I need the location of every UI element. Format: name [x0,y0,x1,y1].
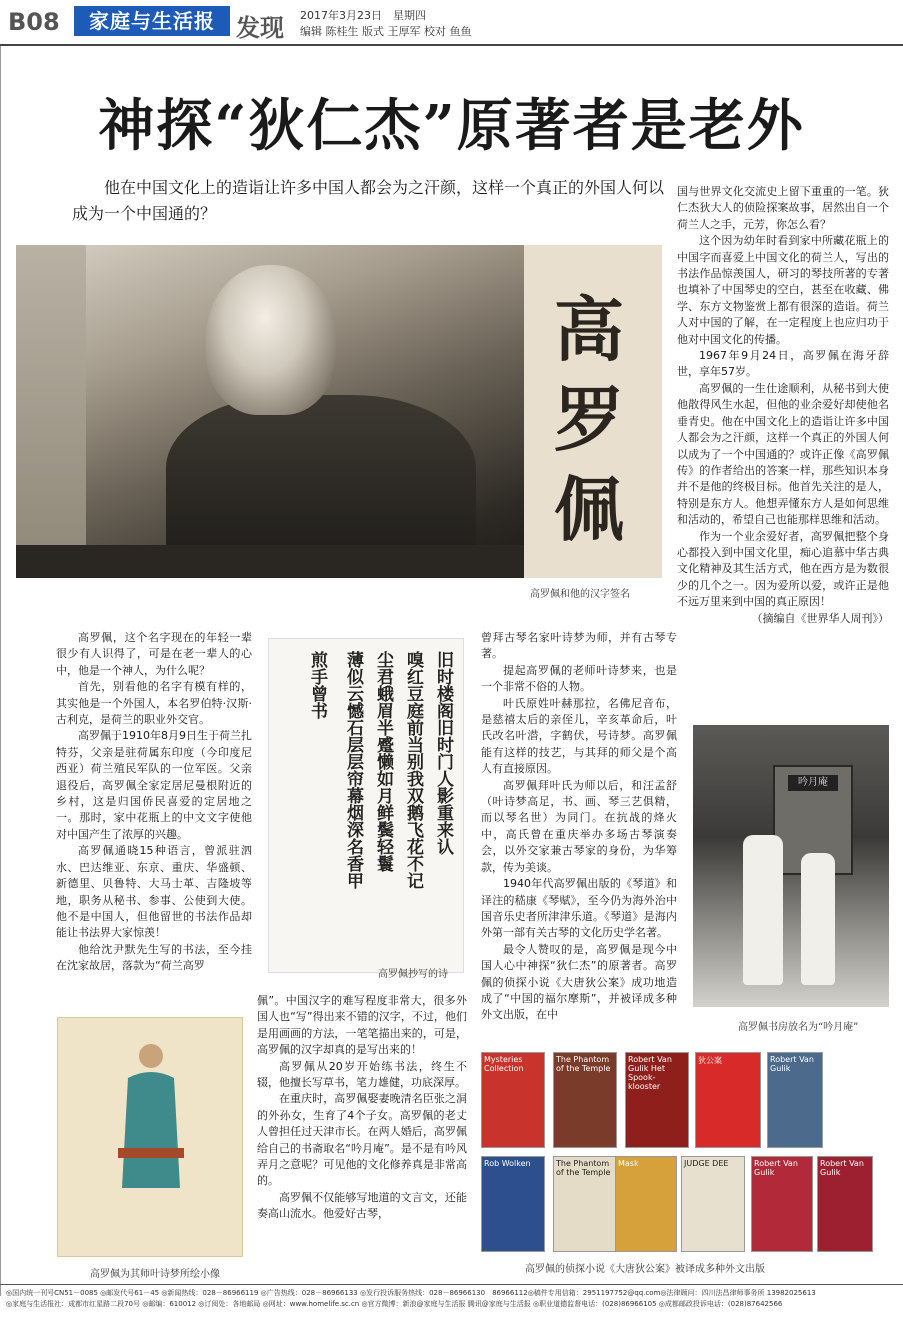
book-cover: The Phantom of the Temple [553,1052,617,1148]
paragraph: 高罗佩不仅能够写地道的文言文，还能奏高山流水。他爱好古琴， [257,1190,467,1221]
person-wife [801,853,835,985]
book-cover: Robert Van Gulik [751,1156,813,1252]
poem-line: 旧时楼阁旧时门人影重来认 [433,651,453,855]
section-title: 发现 [236,14,284,42]
lede: 他在中国文化上的造诣让许多中国人都会为之汗颜，这样一个真正的外国人何以成为一个中国通的？ [72,178,665,223]
page-number: B08 [8,8,60,36]
book-cover: Robert Van Gulik Het Spook-klooster [625,1052,689,1148]
continuation: 佩”。中国汉字的难写程度非常大，很多外国人也“写”得出来不错的汉字，不过，他们是用画画的方法，一笔笔描出来的，可是，高罗佩的汉字却真的是写出来的！ [257,994,467,1057]
paragraph: 在重庆时，高罗佩娶妻晚清名臣张之洞的外孙女，生育了4个子女。高罗佩的老丈人曾担任过天津市长。在两人婚后，高罗佩给自己的书斋取名“吟月庵”。是不是有吟风弄月之意呢？可见他的文化修养真是非常高的。 [257,1092,467,1188]
footer [6,1288,901,1310]
caption-couple: 高罗佩书房放名为“吟月庵” [738,1022,859,1033]
paragraph: 高罗佩从20岁开始练书法，终生不辍，他擅长写草书，笔力雄健，功底深厚。 [257,1059,467,1090]
book-cover: Robert Van Gulik [817,1156,873,1252]
book-cover: JUDGE DEE [681,1156,745,1252]
paragraph: 高罗佩于1910年8月9日生于荷兰扎特芬，父亲是驻荷属东印度（今印度尼西亚）荷兰殖民军队的一位军医。父亲退役后，高罗佩全家定居尼曼根附近的乡村，这是归国侨民喜爱的定居地之一。那时，家中花瓶上的中文文字使他对中国产生了浓厚的兴趣。 [56,729,252,841]
book-cover: The Phantom of the Temple [553,1156,617,1252]
headline: 神探“狄仁杰”原著者是老外 [98,93,805,159]
signature-text: 高罗佩 [554,288,624,551]
bookshelf [16,245,86,578]
book-cover: Robert Van Gulik [767,1052,823,1148]
left-rule [0,46,1,1296]
poem-line: 尘君蛾眉半蹙懒如月鲜鬓轻鬟 [373,651,393,872]
paragraph: 叶氏原姓叶赫那拉，名佛尼音布，是慈禧太后的亲侄儿，辛亥革命后，叶氏改名叶潜，字鹤伏，号诗梦。高罗佩能有这样的技艺，与其拜的师父是个高人有直接原因。 [481,696,677,776]
caption-books: 高罗佩的侦探小说《大唐狄公案》被译成多种外文出版 [525,1264,765,1275]
book-cover: Rob Wolken [481,1156,545,1252]
paragraph: 最令人赞叹的是，高罗佩是现今中国人心中神探“狄仁杰”的原著者。高罗佩的侦探小说《大唐狄公案》成功地造成了“中国的福尔摩斯”，并被译成多种外文出版，在中 [481,942,677,1022]
top-rule [0,44,903,46]
newspaper-logo: 家庭与生活报 [74,6,230,36]
footer-line: ◎家庭与生活报社：成都市红星路二段70号 ◎邮编：610012 ◎订阅处：各地邮局 ◎网址：www.homelife.sc.cn ◎官方微博：新浪@家庭与生活报 腾讯@家庭与生活报 ◎职业道德监督电话：(028)86966105 ◎成都邮政投诉电话：(028)87642566 [6,1300,783,1308]
date-line: 2017年3月23日 星期四 [300,9,426,22]
signature-photo [524,245,662,578]
paragraph: 高罗佩，这个名字现在的年轻一辈很少有人识得了，可是在老一辈人的心中，他是一个神人，为什么呢？ [56,631,252,677]
caption-poem: 高罗佩抄写的诗 [378,969,448,980]
right-paragraph: 这个因为幼年时看到家中所藏花瓶上的中国字而喜爱上中国文化的荷兰人，写出的书法作品惊羡国人，研习的琴技所著的专著也填补了中国琴史的空白，甚至在收藏、佛学、东方文物鉴赏上都有很深的造诣。荷兰人对中国的了解，在一定程度上也应归功于他对中国文化的传播。 [677,234,889,346]
person-husband [743,835,783,985]
main-photo [16,245,524,578]
desk [16,545,524,578]
scholar-head [206,265,336,415]
caption-main-photo: 高罗佩和他的汉字签名 [530,589,630,600]
paragraph: 1940年代高罗佩出版的《琴道》和译注的嵇康《琴赋》，至今仍为海外治中国音乐史者所津津乐道。《琴道》是海内外第一部有关古琴的文化历史学名著。 [481,877,677,940]
book-cover: Mysteries Collection [481,1052,545,1148]
right-paragraph: 高罗佩的一生仕途顺利，从秘书到大使他散得风生水起，但他的业余爱好却使他名垂青史。他在中国文化上的造诣让许多中国人都会为之汗颜，这样一个真正的外国人何以成为了一个中国通的？或许正像《高罗佩传》的作者给出的答案一样，那些知识本身并不是他的终极目标。他首先关注的是人，特别是东方人。他想弄懂东方人是如何思维和活动的，希望自己也能那样思维和活动。 [677,381,889,527]
issue-meta [300,8,471,40]
paragraph: 高罗佩拜叶氏为师以后，和汪孟舒（叶诗梦高足，书、画、琴三艺俱精，而以琴名世）为同门。在抗战的烽火中，高氏曾在重庆举办多场古琴演奏会，以外交家兼古琴家的身份，为华筹款，传为美谈。 [481,778,677,874]
continuation: 曾拜古琴名家叶诗梦为师，并有古琴专著。 [481,631,677,661]
right-continuation: 国与世界文化交流史上留下重重的一笔。狄仁杰狄大人的侦险探案故事，居然出自一个荷兰人之手，元芳，你怎么看？ [677,185,889,231]
book-covers [481,1052,889,1254]
couple-photo [693,725,889,1007]
book-cover: 狄公案 [695,1052,761,1148]
studio-sign: 吟月庵 [788,775,838,791]
poem-line: 煎手曾书 [307,651,327,719]
poem-calligraphy [268,638,464,973]
seated-figure-icon [118,1038,184,1218]
paragraph: 首先，别看他的名字有模有样的，其实他是一个外国人，本名罗伯特·汉斯·古利克，是荷兰的职业外交官。 [56,680,252,727]
right-column [677,184,889,627]
poem-line: 嗅红豆庭前当别我双鹅飞花不记 [403,651,423,889]
paragraph: 高罗佩通晓15种语言，曾派驻泗水、巴达维亚、东京、重庆、华盛顿、新德里、贝鲁特、大马士革、吉隆坡等地，职务从秘书、参事、公使到大使。他不是中国人，但他留世的书法作品却能让书法界大家惊羡！ [56,844,252,940]
poem-line: 薄似云憾石层层帘幕烟深名香甲 [343,651,363,889]
staff-line: 编辑 陈桂生 版式 王厚军 校对 鱼鱼 [300,25,472,38]
right-paragraph: 1967年9月24日，高罗佩在海牙辞世，享年57岁。 [677,349,889,379]
portrait-painting [57,1017,243,1257]
footer-rule [0,1284,903,1285]
book-cover: Mask [615,1156,677,1252]
body-column-3 [257,993,467,1223]
body-column-2 [481,630,677,1024]
paragraph: 他给沈尹默先生写的书法，至今挂在沈家故居，落款为“荷兰高罗 [56,942,252,973]
footer-line: ◎国内统一刊号CN51－0085 ◎邮发代号61－45 ◎新闻热线：028－86966119 ◎广告热线：028－86966133 ◎发行投诉服务热线：028－86966130 86966112◎稿件专用信箱：2951197752@qq.com◎法律顾问：四川法昌律师事务所 13982025613 [6,1289,816,1297]
right-paragraph: 作为一个业余爱好者，高罗佩把整个身心都投入到中国文化里，痴心追慕中华古典文化精神及其生活方式，他在西方是为数很少的几个之一。因为爱所以爱，或许正是他不远万里来到中国的真正原因！ [677,529,889,609]
caption-portrait: 高罗佩为其师叶诗梦所绘小像 [90,1269,220,1280]
body-column-1 [56,630,252,975]
source-credit: （摘编自《世界华人周刊》） [751,611,889,625]
paragraph: 提起高罗佩的老师叶诗梦来，也是一个非常不俗的人物。 [481,663,677,694]
